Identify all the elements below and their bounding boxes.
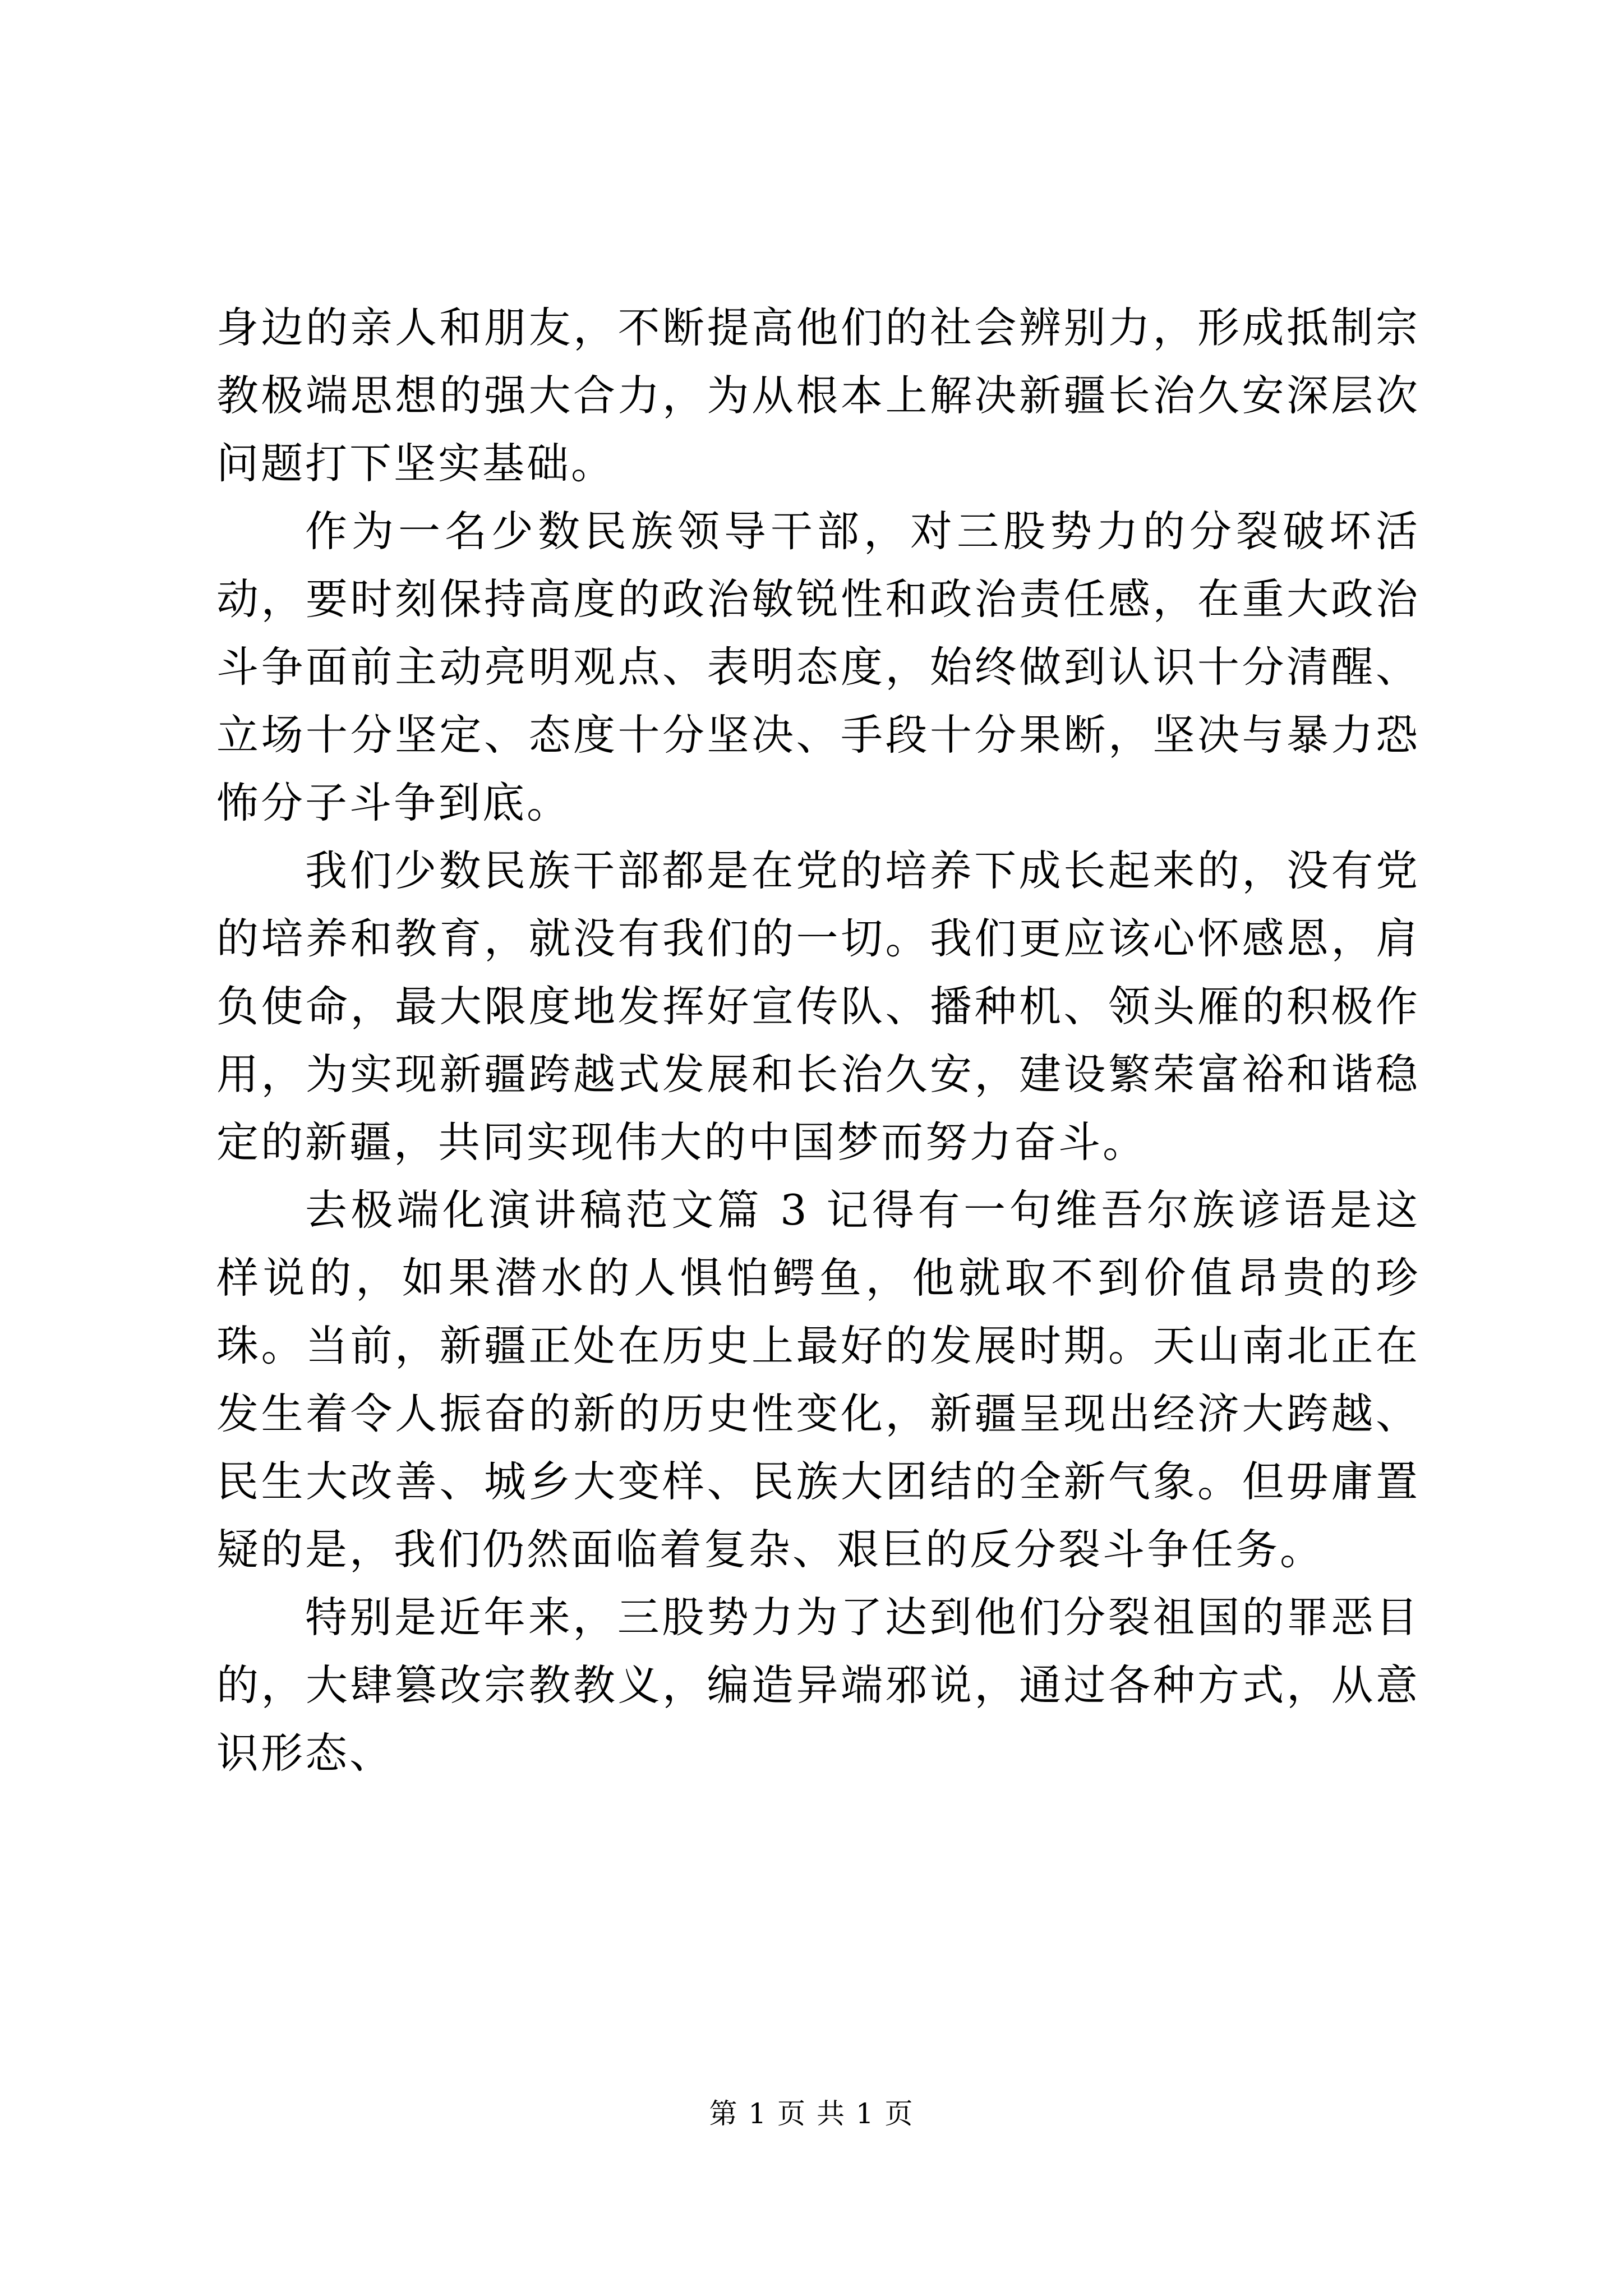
paragraph-3: 我们少数民族干部都是在党的培养下成长起来的，没有党的培养和教育，就没有我们的一切。我们更应该心怀感恩，肩负使命，最大限度地发挥好宣传队、播种机、领头雁的积极作用，为实现新疆跨越式发展和长治久安，建设繁荣富裕和谐稳定的新疆，共同实现伟大的中国梦而努力奋斗。	[216, 846, 1420, 1167]
page-footer: 第 1 页 共 1 页	[709, 2097, 914, 2130]
paragraph-4: 去极端化演讲稿范文篇 3 记得有一句维吾尔族谚语是这样说的，如果潜水的人惧怕鳄鱼，他就取不到价值昂贵的珍珠。当前，新疆正处在历史上最好的发展时期。天山南北正在发生着令人振奋的新的历史性变化，新疆呈现出经济大跨越、民生大改善、城乡大变样、民族大团结的全新气象。但毋庸置疑的是，我们仍然面临着复杂、艰巨的反分裂斗争任务。	[216, 1185, 1420, 1574]
paragraph-1: 身边的亲人和朋友，不断提高他们的社会辨别力，形成抵制宗教极端思想的强大合力，为从根本上解决新疆长治久安深层次问题打下坚实基础。	[216, 303, 1420, 488]
paragraph-2: 作为一名少数民族领导干部，对三股势力的分裂破坏活动，要时刻保持高度的政治敏锐性和政治责任感，在重大政治斗争面前主动亮明观点、表明态度，始终做到认识十分清醒、立场十分坚定、态度十分坚决、手段十分果断，坚决与暴力恐怖分子斗争到底。	[216, 507, 1420, 827]
document-body	[216, 294, 1420, 1787]
paragraph-5: 特别是近年来，三股势力为了达到他们分裂祖国的罪恶目的，大肆篡改宗教教义，编造异端邪说，通过各种方式，从意识形态、	[216, 1593, 1420, 1778]
